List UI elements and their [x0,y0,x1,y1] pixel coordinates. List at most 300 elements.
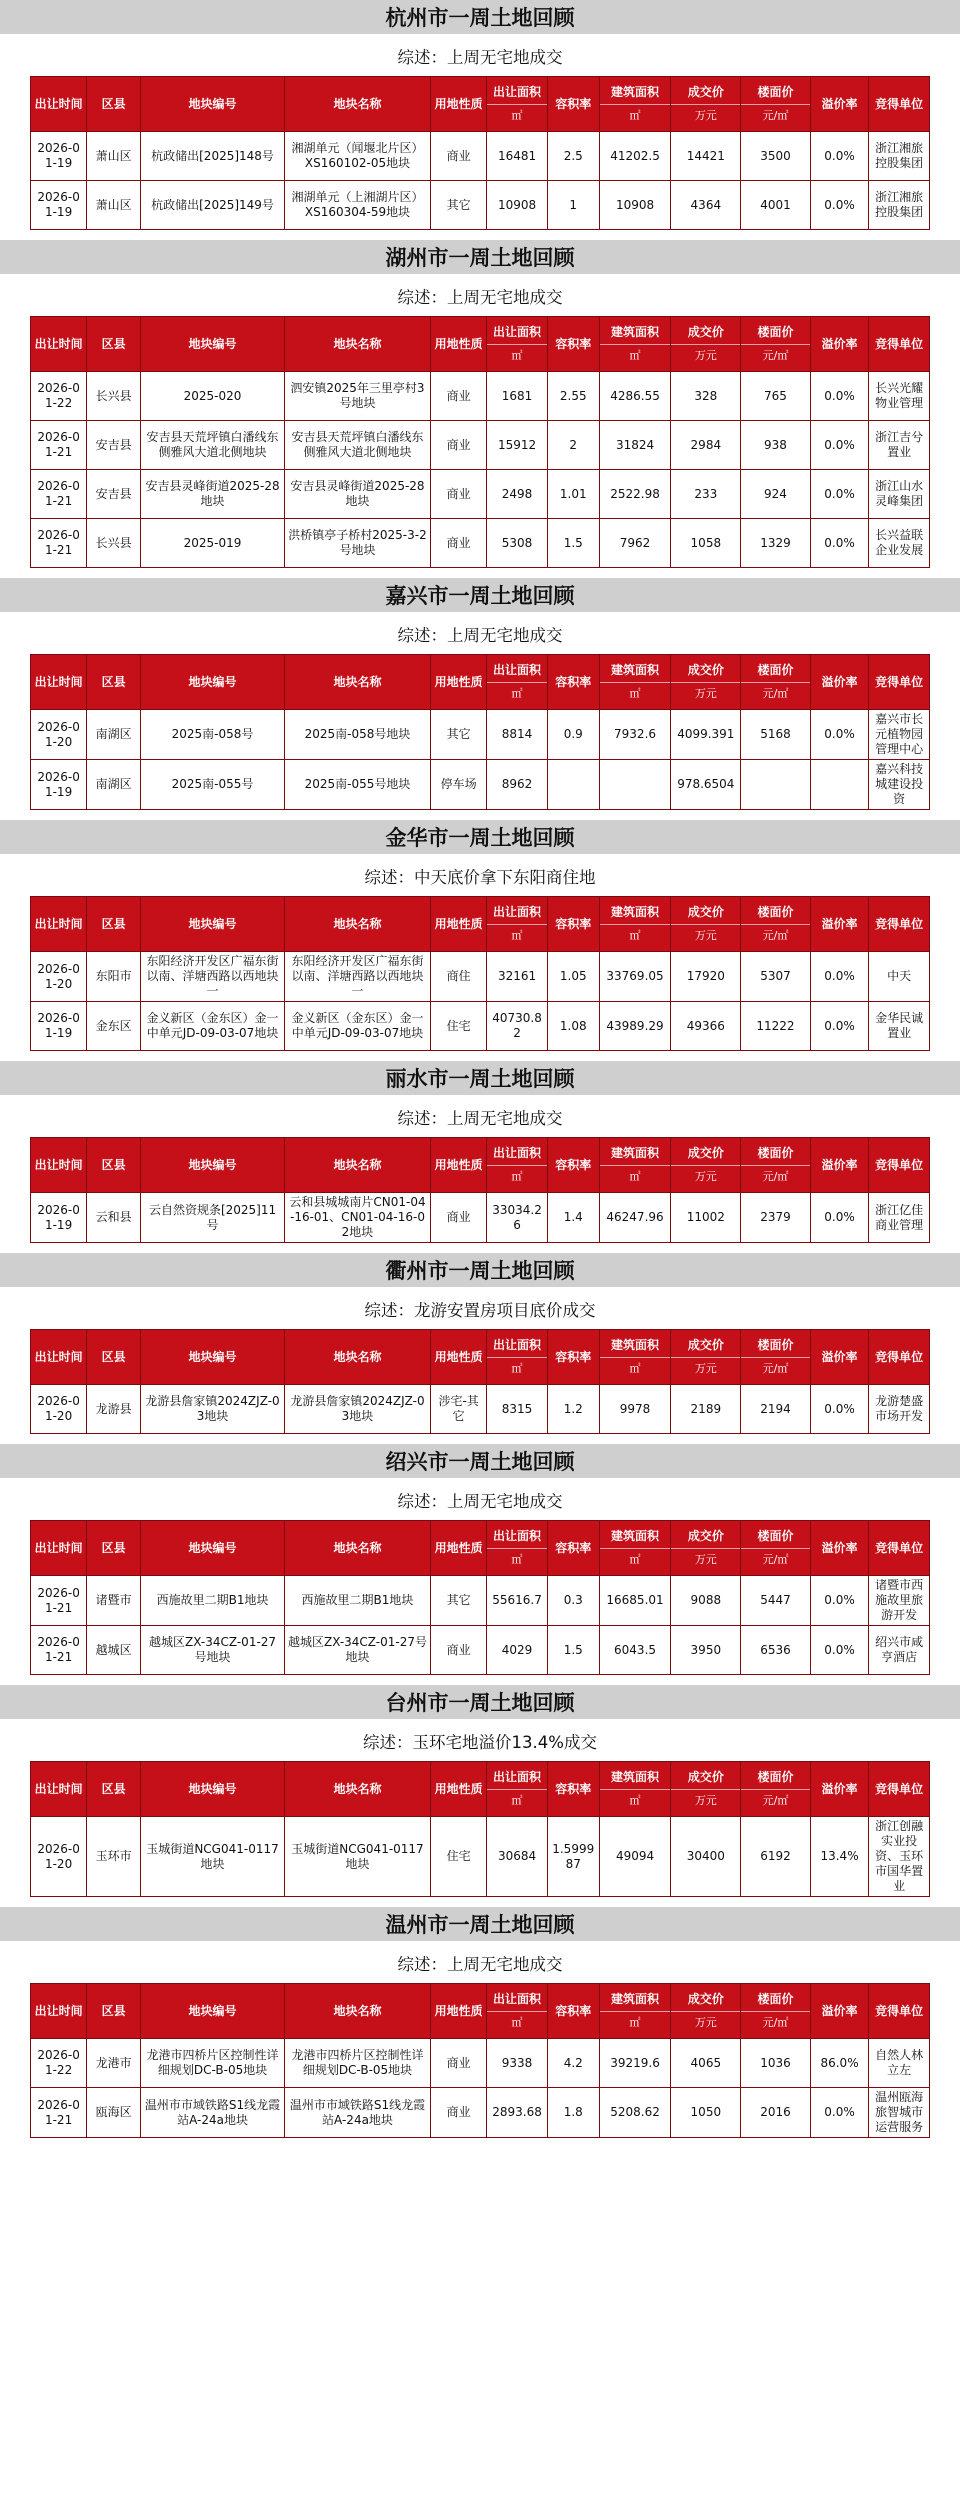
cell-build-area: 7932.6 [599,710,671,760]
cell-winner: 浙江吉兮置业 [869,421,930,470]
cell-price: 30400 [671,1817,741,1897]
column-header-winner [869,77,930,132]
column-header-plot-name [284,317,430,372]
cell-premium: 0.0% [810,181,868,230]
column-header-date [31,897,87,952]
column-header-label: 区县 [101,1157,126,1172]
cell-floor-price: 6192 [741,1817,811,1897]
cell-floor-price: 2379 [741,1193,811,1243]
column-header-premium [810,897,868,952]
column-header-label: 区县 [101,1781,126,1796]
cell-floor-price: 3500 [741,132,811,181]
city-section-title: 丽水市一周土地回顾 [0,1061,960,1095]
cell-plot-code: 杭政储出[2025]148号 [141,132,285,181]
column-unit: 万元 [671,1165,740,1184]
column-header-build-area [599,77,671,132]
cell-build-area: 46247.96 [599,1193,671,1243]
cell-area: 30684 [487,1817,548,1897]
column-header-label: 建筑面积 [611,325,660,339]
cell-floor-price: 924 [741,470,811,519]
land-transaction-table [30,76,930,230]
cell-premium: 13.4% [810,1817,868,1897]
column-header-plot-code [141,655,285,710]
column-header-label: 地块编号 [188,1781,237,1796]
column-header-label: 成交价 [687,85,724,99]
column-header-label: 楼面价 [757,1770,794,1784]
column-header-label: 用地性质 [434,674,483,689]
column-unit: ㎡ [600,682,671,701]
column-header-label: 用地性质 [434,1349,483,1364]
column-header-district [87,1330,141,1385]
cell-land-use: 住宅 [431,1002,487,1051]
column-header-premium [810,317,868,372]
cell-floor-price: 765 [741,372,811,421]
column-header-label: 地块编号 [188,674,237,689]
column-header-plot-name [284,1330,430,1385]
column-header-floor-price [741,1521,811,1576]
cell-price: 4065 [671,2039,741,2088]
cell-floor-price: 2016 [741,2088,811,2138]
column-header-label: 竞得单位 [875,916,924,931]
column-unit: 元/㎡ [741,1789,810,1808]
column-header-land-use [431,77,487,132]
column-header-label: 地块编号 [188,1157,237,1172]
column-header-date [31,1330,87,1385]
column-header-label: 竞得单位 [875,1540,924,1555]
column-unit: ㎡ [600,1548,671,1567]
cell-price: 11002 [671,1193,741,1243]
cell-plot-name: 龙游县詹家镇2024ZJZ-03地块 [284,1385,430,1434]
cell-district: 长兴县 [87,372,141,421]
column-header-label: 地块编号 [188,916,237,931]
cell-district: 东阳市 [87,952,141,1002]
cell-far: 0.3 [547,1576,599,1626]
cell-price: 3950 [671,1626,741,1675]
column-header-date [31,317,87,372]
cell-build-area: 16685.01 [599,1576,671,1626]
column-header-label: 成交价 [687,663,724,677]
column-header-far [547,1984,599,2039]
column-header-label: 地块名称 [333,2003,382,2018]
column-header-plot-code [141,1521,285,1576]
column-header-premium [810,77,868,132]
table-row [31,710,930,760]
column-header-floor-price [741,1330,811,1385]
column-header-area [487,1521,548,1576]
column-header-label: 区县 [101,1349,126,1364]
cell-date: 2026-01-22 [31,372,87,421]
cell-floor-price: 2194 [741,1385,811,1434]
column-header-far [547,897,599,952]
table-row [31,2039,930,2088]
cell-price: 2984 [671,421,741,470]
cell-floor-price: 5168 [741,710,811,760]
column-header-label: 容积率 [555,96,592,111]
cell-build-area: 31824 [599,421,671,470]
cell-area: 8962 [487,760,548,810]
column-header-floor-price [741,1762,811,1817]
cell-price: 978.6504 [671,760,741,810]
column-header-price [671,1521,741,1576]
cell-plot-name: 泗安镇2025年三里亭村3号地块 [284,372,430,421]
column-unit: ㎡ [600,1165,671,1184]
column-header-date [31,1138,87,1193]
cell-area: 16481 [487,132,548,181]
cell-district: 南湖区 [87,710,141,760]
table-header-row [31,1521,930,1576]
cell-plot-code: 云自然资规条[2025]11号 [141,1193,285,1243]
cell-premium: 0.0% [810,2088,868,2138]
table-row [31,1002,930,1051]
land-transaction-table [30,1329,930,1434]
cell-plot-code: 安吉县灵峰街道2025-28地块 [141,470,285,519]
column-header-label: 地块编号 [188,96,237,111]
cell-premium: 0.0% [810,470,868,519]
column-header-floor-price [741,1138,811,1193]
table-header-row [31,1984,930,2039]
column-header-district [87,317,141,372]
land-transaction-table [30,316,930,568]
cell-winner: 浙江山水灵峰集团 [869,470,930,519]
table-row [31,132,930,181]
cell-date: 2026-01-19 [31,760,87,810]
column-header-label: 区县 [101,336,126,351]
cell-plot-name: 越城区ZX-34CZ-01-27号地块 [284,1626,430,1675]
cell-price: 14421 [671,132,741,181]
cell-plot-code: 东阳经济开发区广福东街以南、洋塘西路以西地块一 [141,952,285,1002]
cell-date: 2026-01-22 [31,2039,87,2088]
column-header-district [87,1762,141,1817]
table-row [31,1193,930,1243]
cell-price: 49366 [671,1002,741,1051]
column-header-label: 竞得单位 [875,1781,924,1796]
column-header-label: 用地性质 [434,1781,483,1796]
table-row [31,1576,930,1626]
column-header-floor-price [741,77,811,132]
cell-date: 2026-01-19 [31,132,87,181]
column-header-label: 容积率 [555,916,592,931]
cell-area: 8315 [487,1385,548,1434]
column-header-label: 竞得单位 [875,1349,924,1364]
cell-land-use: 商住 [431,952,487,1002]
cell-area: 40730.82 [487,1002,548,1051]
land-transaction-table [30,1983,930,2138]
cell-winner: 中天 [869,952,930,1002]
column-header-winner [869,1984,930,2039]
column-header-area [487,1138,548,1193]
column-unit: 万元 [671,104,740,123]
cell-far: 1.2 [547,1385,599,1434]
cell-plot-name: 湘湖单元（上湘湖片区）XS160304-59地块 [284,181,430,230]
cell-plot-code: 温州市市域铁路S1线龙霞站A-24a地块 [141,2088,285,2138]
cell-price: 1050 [671,2088,741,2138]
cell-plot-code: 玉城街道NCG041-0117地块 [141,1817,285,1897]
column-header-label: 用地性质 [434,336,483,351]
cell-plot-name: 玉城街道NCG041-0117地块 [284,1817,430,1897]
column-header-plot-code [141,1762,285,1817]
column-unit: 万元 [671,1357,740,1376]
cell-district: 云和县 [87,1193,141,1243]
cell-premium: 0.0% [810,1193,868,1243]
city-section-title: 杭州市一周土地回顾 [0,0,960,34]
cell-winner: 金华民诚置业 [869,1002,930,1051]
city-section-title: 台州市一周土地回顾 [0,1685,960,1719]
cell-plot-code: 2025-020 [141,372,285,421]
column-header-area [487,1984,548,2039]
cell-floor-price: 5307 [741,952,811,1002]
column-header-district [87,1984,141,2039]
column-header-premium [810,1984,868,2039]
land-transaction-table [30,896,930,1051]
column-header-build-area [599,1330,671,1385]
table-header-row [31,1138,930,1193]
table-header-row [31,1330,930,1385]
column-header-label: 楼面价 [757,1146,794,1160]
column-header-far [547,77,599,132]
cell-far: 1.4 [547,1193,599,1243]
cell-winner: 浙江湘旅控股集团 [869,132,930,181]
column-unit: ㎡ [487,1789,547,1808]
cell-winner: 长兴光耀物业管理 [869,372,930,421]
column-header-land-use [431,1138,487,1193]
cell-area: 15912 [487,421,548,470]
cell-district: 玉环市 [87,1817,141,1897]
column-header-label: 楼面价 [757,1338,794,1352]
column-unit: ㎡ [600,2011,671,2030]
column-header-label: 地块名称 [333,1781,382,1796]
cell-date: 2026-01-21 [31,2088,87,2138]
column-unit: 万元 [671,344,740,363]
column-header-price [671,897,741,952]
land-transaction-table [30,1137,930,1243]
table-row [31,760,930,810]
column-unit: 元/㎡ [741,1357,810,1376]
cell-district: 龙港市 [87,2039,141,2088]
column-header-label: 楼面价 [757,1992,794,2006]
cell-plot-code: 杭政储出[2025]149号 [141,181,285,230]
column-unit: ㎡ [600,104,671,123]
section-summary: 综述：玉环宅地溢价13.4%成交 [363,1733,597,1752]
cell-floor-price: 6536 [741,1626,811,1675]
cell-price: 1058 [671,519,741,568]
column-unit: ㎡ [487,924,547,943]
column-header-label: 区县 [101,916,126,931]
column-header-build-area [599,1521,671,1576]
cell-far: 1.08 [547,1002,599,1051]
column-header-label: 出让时间 [34,336,83,351]
column-header-label: 地块编号 [188,336,237,351]
column-header-label: 出让时间 [34,916,83,931]
table-row [31,1817,930,1897]
column-header-price [671,1762,741,1817]
cell-premium: 0.0% [810,132,868,181]
cell-far: 2 [547,421,599,470]
table-header-row [31,655,930,710]
table-row [31,952,930,1002]
cell-area: 2893.68 [487,2088,548,2138]
column-header-floor-price [741,655,811,710]
cell-plot-code: 西施故里二期B1地块 [141,1576,285,1626]
column-header-date [31,655,87,710]
column-unit: ㎡ [600,1357,671,1376]
cell-land-use: 停车场 [431,760,487,810]
column-unit: 万元 [671,682,740,701]
column-header-label: 溢价率 [821,2003,858,2018]
cell-build-area: 6043.5 [599,1626,671,1675]
column-header-area [487,317,548,372]
column-header-label: 地块编号 [188,1540,237,1555]
column-header-land-use [431,1762,487,1817]
cell-winner: 长兴益联企业发展 [869,519,930,568]
cell-plot-name: 湘湖单元（闻堰北片区）XS160102-05地块 [284,132,430,181]
column-header-label: 出让面积 [493,325,542,339]
cell-winner: 浙江亿佳商业管理 [869,1193,930,1243]
cell-area: 1681 [487,372,548,421]
cell-plot-name: 云和县城城南片CN01-04-16-01、CN01-04-16-02地块 [284,1193,430,1243]
column-header-winner [869,1138,930,1193]
cell-plot-code: 龙游县詹家镇2024ZJZ-03地块 [141,1385,285,1434]
cell-area: 9338 [487,2039,548,2088]
column-header-far [547,317,599,372]
cell-price: 2189 [671,1385,741,1434]
column-header-label: 出让时间 [34,1781,83,1796]
column-header-label: 竞得单位 [875,96,924,111]
column-header-district [87,1138,141,1193]
column-header-label: 出让面积 [493,663,542,677]
column-header-label: 成交价 [687,1529,724,1543]
column-header-premium [810,1762,868,1817]
cell-plot-code: 金义新区（金东区）金一中单元JD-09-03-07地块 [141,1002,285,1051]
column-header-price [671,655,741,710]
cell-land-use: 商业 [431,470,487,519]
cell-land-use: 其它 [431,710,487,760]
column-header-winner [869,655,930,710]
column-header-land-use [431,1984,487,2039]
cell-area: 5308 [487,519,548,568]
cell-price: 328 [671,372,741,421]
cell-build-area: 4286.55 [599,372,671,421]
column-header-plot-code [141,317,285,372]
column-header-label: 溢价率 [821,916,858,931]
column-header-plot-name [284,1762,430,1817]
cell-plot-code: 2025-019 [141,519,285,568]
cell-plot-code: 2025南-055号 [141,760,285,810]
column-header-build-area [599,897,671,952]
column-header-area [487,1762,548,1817]
land-transaction-table [30,1761,930,1897]
cell-winner: 诸暨市西施故里旅游开发 [869,1576,930,1626]
cell-floor-price: 5447 [741,1576,811,1626]
cell-land-use: 商业 [431,132,487,181]
column-header-build-area [599,655,671,710]
column-header-label: 容积率 [555,1349,592,1364]
cell-premium: 0.0% [810,1626,868,1675]
cell-date: 2026-01-21 [31,1626,87,1675]
cell-price: 17920 [671,952,741,1002]
cell-premium [810,760,868,810]
cell-build-area [599,760,671,810]
cell-premium: 86.0% [810,2039,868,2088]
cell-land-use: 商业 [431,421,487,470]
column-header-label: 成交价 [687,1770,724,1784]
column-header-label: 用地性质 [434,1157,483,1172]
cell-plot-name: 西施故里二期B1地块 [284,1576,430,1626]
column-header-label: 地块名称 [333,916,382,931]
column-header-label: 竞得单位 [875,674,924,689]
column-header-label: 容积率 [555,674,592,689]
column-header-price [671,77,741,132]
table-header-row [31,897,930,952]
column-unit: 万元 [671,2011,740,2030]
cell-district: 龙游县 [87,1385,141,1434]
cell-build-area: 10908 [599,181,671,230]
cell-date: 2026-01-20 [31,710,87,760]
table-row [31,470,930,519]
cell-far: 1.5 [547,519,599,568]
cell-far: 1.5 [547,1626,599,1675]
cell-date: 2026-01-20 [31,952,87,1002]
cell-winner: 浙江创融实业投资、玉环市国华置业 [869,1817,930,1897]
city-section-title: 嘉兴市一周土地回顾 [0,578,960,612]
column-header-date [31,1762,87,1817]
column-header-premium [810,1521,868,1576]
cell-plot-name: 东阳经济开发区广福东街以南、洋塘西路以西地块一 [284,952,430,1002]
column-header-label: 出让面积 [493,1992,542,2006]
column-header-area [487,897,548,952]
cell-district: 萧山区 [87,181,141,230]
column-header-build-area [599,317,671,372]
cell-far: 2.55 [547,372,599,421]
cell-premium: 0.0% [810,421,868,470]
column-header-winner [869,1521,930,1576]
cell-winner: 嘉兴市长元植物园管理中心 [869,710,930,760]
cell-land-use: 涉宅-其它 [431,1385,487,1434]
column-header-label: 区县 [101,1540,126,1555]
column-header-plot-name [284,655,430,710]
cell-land-use: 商业 [431,1626,487,1675]
cell-build-area: 39219.6 [599,2039,671,2088]
column-header-plot-code [141,1330,285,1385]
column-header-price [671,1330,741,1385]
cell-price: 9088 [671,1576,741,1626]
column-header-land-use [431,1330,487,1385]
column-header-label: 容积率 [555,336,592,351]
cell-area: 8814 [487,710,548,760]
cell-floor-price: 938 [741,421,811,470]
cell-land-use: 商业 [431,372,487,421]
table-header-row [31,1762,930,1817]
land-transaction-table [30,654,930,810]
cell-floor-price: 11222 [741,1002,811,1051]
column-header-label: 地块名称 [333,1157,382,1172]
column-unit: ㎡ [487,682,547,701]
cell-date: 2026-01-20 [31,1817,87,1897]
section-summary: 综述：上周无宅地成交 [397,48,563,67]
city-section-title: 温州市一周土地回顾 [0,1907,960,1941]
cell-winner: 自然人林立左 [869,2039,930,2088]
table-row [31,2088,930,2138]
cell-premium: 0.0% [810,1002,868,1051]
column-header-date [31,1521,87,1576]
column-header-label: 溢价率 [821,1781,858,1796]
column-header-label: 成交价 [687,1338,724,1352]
cell-plot-name: 2025南-055号地块 [284,760,430,810]
column-header-label: 楼面价 [757,663,794,677]
cell-build-area: 41202.5 [599,132,671,181]
column-unit: 元/㎡ [741,2011,810,2030]
column-header-plot-name [284,1521,430,1576]
column-header-label: 出让时间 [34,1349,83,1364]
